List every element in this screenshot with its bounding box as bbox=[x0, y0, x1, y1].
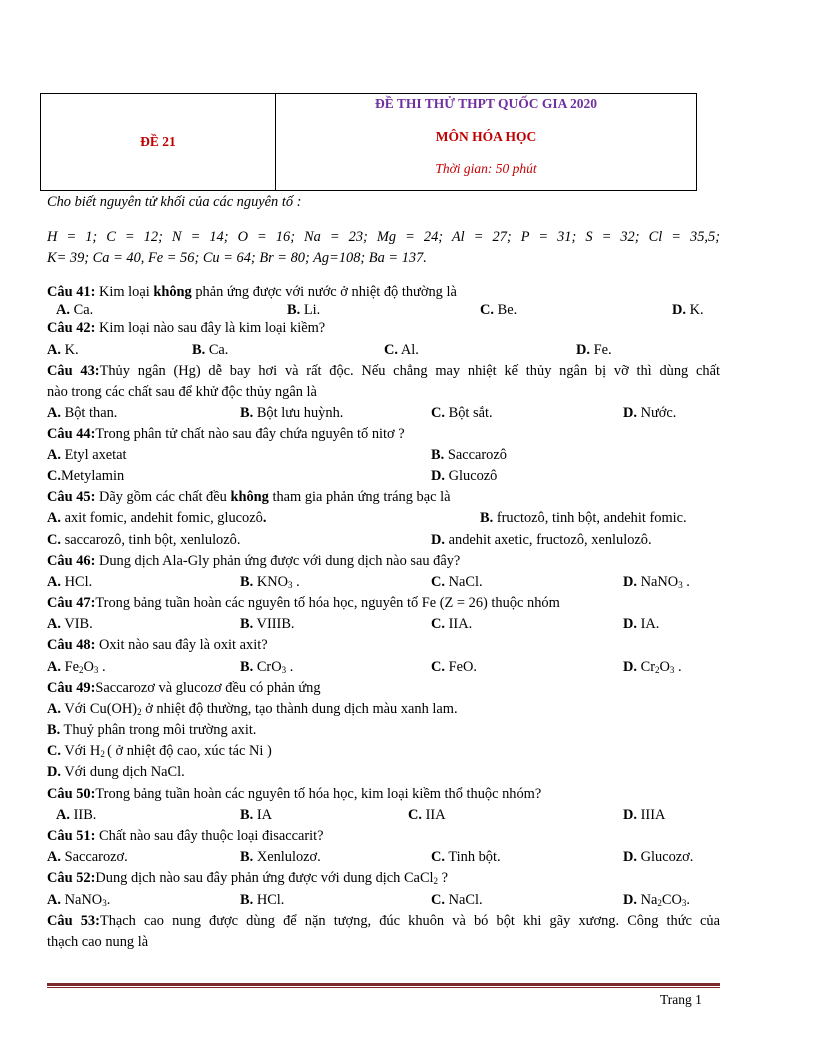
option-47-c: C. IIA. bbox=[431, 616, 473, 632]
option-47-a: A. VIB. bbox=[47, 616, 93, 632]
question-41 bbox=[47, 284, 457, 301]
question-text: Thạch cao nung được dùng để nặn tượng, đúc khuôn và bó bột khi gãy xương. Công thức của bbox=[99, 913, 721, 929]
question-emphasis: không bbox=[153, 284, 192, 300]
footer-divider bbox=[47, 983, 720, 986]
option-46-d: D. NaNO$_3$ . bbox=[623, 574, 690, 590]
question-48 bbox=[47, 637, 268, 654]
option-41-d: D. K. bbox=[672, 302, 704, 318]
question-53-cont: thạch cao nung là bbox=[47, 934, 149, 950]
option-44-b: B. Saccarozô bbox=[431, 447, 507, 463]
question-number: Câu 52: bbox=[47, 870, 96, 886]
option-45-a: A. axit fomic, andehit fomic, glucozô. bbox=[47, 510, 267, 526]
question-number: Câu 50: bbox=[47, 786, 96, 802]
question-number: Câu 41: bbox=[47, 284, 96, 300]
question-number: Câu 51: bbox=[47, 828, 96, 844]
question-number: Câu 47: bbox=[47, 595, 96, 611]
option-52-b: B. HCl. bbox=[240, 892, 285, 908]
question-49 bbox=[47, 680, 321, 697]
atomic-mass-line-2: K= 39; Ca = 40, Fe = 56; Cu = 64; Br = 80; Ag=108; Ba = 137. bbox=[47, 250, 427, 266]
question-number: Câu 43: bbox=[47, 363, 100, 379]
question-number: Câu 53: bbox=[47, 913, 100, 929]
question-number: Câu 42: bbox=[47, 320, 96, 336]
option-41-b: B. Li. bbox=[287, 302, 321, 318]
question-number: Câu 49: bbox=[47, 680, 96, 696]
question-text: Kim loại nào sau đây là kim loại kiềm? bbox=[95, 320, 326, 336]
question-text: Dung dịch Ala-Gly phản ứng được với dung dịch nào sau đây? bbox=[95, 553, 461, 569]
question-text: Oxit nào sau đây là oxit axit? bbox=[95, 637, 268, 653]
question-number: Câu 46: bbox=[47, 553, 96, 569]
question-text: tham gia phản ứng tráng bạc là bbox=[268, 489, 451, 505]
exam-title: ĐỀ THI THỬ THPT QUỐC GIA 2020 bbox=[374, 96, 598, 111]
question-text: Chất nào sau đây thuộc loại đisaccarit? bbox=[95, 828, 324, 844]
option-42-a: A. K. bbox=[47, 342, 79, 358]
question-text: Trong bảng tuần hoàn các nguyên tố hóa học, kim loại kiềm thổ thuộc nhóm? bbox=[95, 786, 542, 802]
option-43-b: B. Bột lưu huỳnh. bbox=[240, 405, 344, 421]
option-42-b: B. Ca. bbox=[192, 342, 229, 358]
option-43-a: A. Bột than. bbox=[47, 405, 118, 421]
option-48-c: C. FeO. bbox=[431, 659, 477, 675]
option-50-d: D. IIIA bbox=[623, 807, 666, 823]
option-52-a: A. NaNO$_3$. bbox=[47, 892, 111, 908]
option-48-b: B. CrO$_3$ . bbox=[240, 659, 294, 675]
question-text: Dãy gồm các chất đều bbox=[95, 489, 231, 505]
question-51 bbox=[47, 828, 324, 845]
atomic-mass-line-1: H = 1; C = 12; N = 14; O = 16; Na = 23; Mg = 24; Al = 27; P = 31; S = 32; Cl = 35,5; bbox=[47, 229, 720, 245]
question-52: Câu 52:Dung dịch nào sau đây phản ứng được với dung dịch CaCl$_2$ ? bbox=[47, 870, 449, 886]
option-41-a: A. Ca. bbox=[56, 302, 94, 318]
question-number: Câu 45: bbox=[47, 489, 96, 505]
exam-subject: MÔN HÓA HỌC bbox=[435, 129, 537, 144]
option-44-d: D. Glucozô bbox=[431, 468, 498, 484]
question-43-cont: nào trong các chất sau để khử độc thủy ngân là bbox=[47, 384, 317, 400]
option-44-c: C.Metylamin bbox=[47, 468, 125, 484]
footer-divider-thin bbox=[47, 987, 720, 988]
option-49-a: A. Với $Cu(OH)_2$ ở nhiệt độ thường, tạo thành dung dịch màu xanh lam. bbox=[47, 701, 458, 717]
option-46-c: C. NaCl. bbox=[431, 574, 483, 590]
option-50-b: B. IA bbox=[240, 807, 272, 823]
atomic-mass-label: Cho biết nguyên tử khối của các nguyên tố : bbox=[47, 194, 302, 210]
option-49-d: D. Với dung dịch NaCl. bbox=[47, 764, 185, 780]
question-text: phản ứng được với nước ở nhiệt độ thường là bbox=[191, 284, 457, 300]
option-51-c: C. Tinh bột. bbox=[431, 849, 501, 865]
option-49-b: B. Thuỷ phân trong môi trường axit. bbox=[47, 722, 257, 738]
exam-title-cell bbox=[276, 94, 696, 190]
question-text: Kim loại bbox=[95, 284, 154, 300]
option-45-d: D. andehit axetic, fructozô, xenlulozô. bbox=[431, 532, 652, 548]
question-42 bbox=[47, 320, 325, 337]
option-48-a: A. $Fe_2O_3$ . bbox=[47, 659, 106, 675]
option-43-c: C. Bột sắt. bbox=[431, 405, 493, 421]
question-number: Câu 48: bbox=[47, 637, 96, 653]
question-53 bbox=[47, 913, 720, 930]
option-52-d: D. $Na_2CO_3$. bbox=[623, 892, 690, 908]
question-50 bbox=[47, 786, 541, 803]
question-number: Câu 44: bbox=[47, 426, 96, 442]
question-44 bbox=[47, 426, 405, 443]
option-45-c: C. saccarozô, tinh bột, xenlulozô. bbox=[47, 532, 241, 548]
exam-time: Thời gian: 50 phút bbox=[435, 161, 537, 176]
option-46-b: B. $KNO_3$ . bbox=[240, 574, 300, 590]
question-emphasis: không bbox=[230, 489, 269, 505]
question-text: Saccarozơ và glucozơ đều có phản ứng bbox=[95, 680, 321, 696]
option-50-c: C. IIA bbox=[408, 807, 446, 823]
option-52-c: C. NaCl. bbox=[431, 892, 483, 908]
option-48-d: D. $Cr_2O_3$ . bbox=[623, 659, 682, 675]
exam-code: ĐỀ 21 bbox=[41, 94, 276, 190]
option-47-b: B. VIIIB. bbox=[240, 616, 295, 632]
question-46 bbox=[47, 553, 460, 570]
option-42-c: C. Al. bbox=[384, 342, 419, 358]
option-49-c: C. Với $H_2$ ( ở nhiệt độ cao, xúc tác Ni ) bbox=[47, 743, 272, 759]
option-46-a: A. HCl. bbox=[47, 574, 93, 590]
option-51-a: A. Saccarozơ. bbox=[47, 849, 128, 865]
option-51-d: D. Glucozơ. bbox=[623, 849, 694, 865]
option-41-c: C. Be. bbox=[480, 302, 518, 318]
question-text: Trong phân tử chất nào sau đây chứa nguyên tố nitơ ? bbox=[95, 426, 405, 442]
question-43 bbox=[47, 363, 720, 380]
question-47 bbox=[47, 595, 560, 612]
option-45-b: B. fructozô, tinh bột, andehit fomic. bbox=[480, 510, 687, 526]
question-text: Thủy ngân (Hg) dễ bay hơi và rất độc. Nếu chẳng may nhiệt kế thủy ngân bị vỡ thì dùng chất bbox=[99, 363, 720, 379]
option-44-a: A. Etyl axetat bbox=[47, 447, 127, 463]
question-text: Dung dịch nào sau đây phản ứng được với dung dịch CaCl bbox=[95, 870, 434, 886]
option-43-d: D. Nước. bbox=[623, 405, 677, 421]
option-47-d: D. IA. bbox=[623, 616, 660, 632]
exam-header-table bbox=[40, 93, 697, 191]
page-number: Trang 1 bbox=[660, 992, 702, 1007]
question-text: Trong bảng tuần hoàn các nguyên tố hóa học, nguyên tố Fe (Z = 26) thuộc nhóm bbox=[95, 595, 560, 611]
option-51-b: B. Xenlulozơ. bbox=[240, 849, 321, 865]
option-42-d: D. Fe. bbox=[576, 342, 612, 358]
question-45 bbox=[47, 489, 450, 506]
option-50-a: A. IIB. bbox=[56, 807, 97, 823]
